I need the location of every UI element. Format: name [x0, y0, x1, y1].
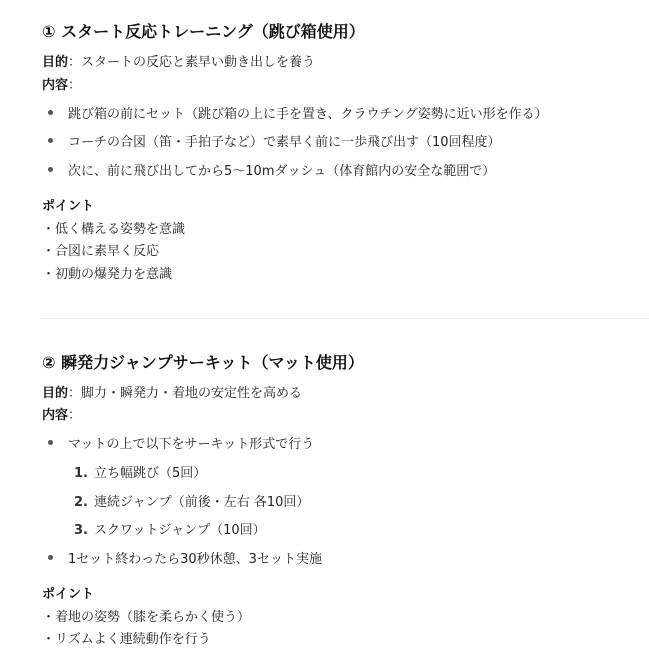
list-item [48, 134, 501, 152]
point-item: ・合図に素早く反応 [42, 244, 160, 259]
content-colon: ： [68, 78, 82, 93]
point-item: ・低く構える姿勢を意識 [42, 222, 186, 237]
section-1-goal [42, 54, 315, 72]
list-item [48, 436, 314, 454]
point-item: ・着地の姿勢（膝を柔らかく使う） [42, 610, 251, 625]
bullet-dot-icon [48, 138, 53, 143]
sub-list-text: 立ち幅跳び（5回） [94, 466, 207, 481]
sub-list-item [74, 465, 206, 483]
bullet-dot-icon [48, 440, 53, 445]
content-label: 内容 [42, 408, 69, 423]
sub-list-text: スクワットジャンプ（10回） [94, 523, 266, 538]
sub-list-number: 3. [74, 523, 88, 538]
list-item-text: マットの上で以下をサーキット形式で行う [68, 437, 315, 452]
bullet-dot-icon [48, 110, 53, 115]
content-colon: ： [68, 408, 82, 423]
bullet-dot-icon [48, 167, 53, 172]
section-1-content-label [42, 77, 81, 95]
section-2-title: ② 瞬発力ジャンプサーキット（マット使用） [42, 353, 364, 372]
goal-label: 目的 [42, 55, 69, 70]
list-item [48, 163, 495, 181]
sub-list-number: 2. [74, 495, 88, 510]
list-item-text: 跳び箱の前にセット（跳び箱の上に手を置き、クラウチング姿勢に近い形を作る） [68, 107, 548, 122]
sub-list-item [74, 522, 266, 540]
point-item: ・初動の爆発力を意識 [42, 267, 173, 282]
list-item [48, 551, 322, 569]
sub-list-item [74, 494, 309, 512]
sub-list-number: 1. [74, 466, 88, 481]
goal-text: ：脚力・瞬発力・着地の安定性を高める [68, 386, 303, 401]
section-2-content-label [42, 407, 81, 425]
section-1-title: ① スタート反応トレーニング（跳び箱使用） [42, 22, 365, 41]
section-divider [42, 318, 649, 319]
list-item-text: コーチの合図（笛・手拍子など）で素早く前に一歩飛び出す（10回程度） [68, 135, 501, 150]
section-2-goal [42, 385, 302, 403]
content-label: 内容 [42, 78, 69, 93]
list-item-text: 次に、前に飛び出してから5〜10mダッシュ（体育館内の安全な範囲で） [68, 164, 496, 179]
bullet-dot-icon [48, 555, 53, 560]
list-item [48, 106, 548, 124]
goal-text: ：スタートの反応と素早い動き出しを養う [68, 55, 316, 70]
sub-list-text: 連続ジャンプ（前後・左右 各10回） [94, 495, 310, 510]
section-2-points-heading: ポイント [42, 587, 95, 602]
goal-label: 目的 [42, 386, 69, 401]
section-1-points-heading: ポイント [42, 199, 95, 214]
list-item-text: 1セット終わったら30秒休憩、3セット実施 [68, 552, 322, 567]
point-item: ・リズムよく連続動作を行う [42, 632, 211, 647]
